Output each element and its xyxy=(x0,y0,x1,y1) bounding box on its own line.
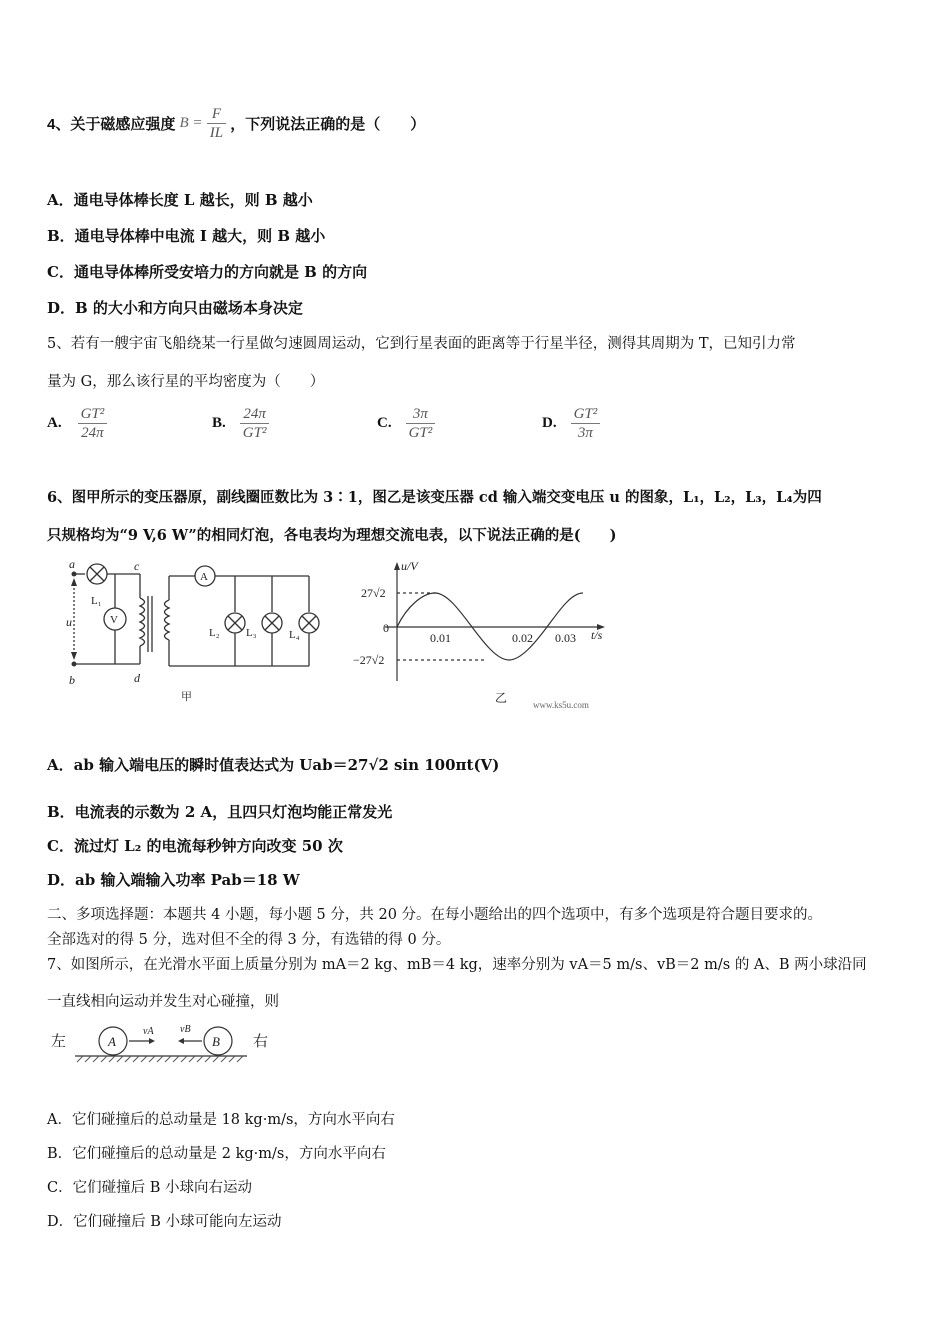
q4-formula: B = $\frac{F}{IL}$ xyxy=(180,105,227,142)
q5-option-a: A. $\frac{\text{GT²}}{24\pi}$ xyxy=(47,405,107,442)
svg-text:u/V: u/V xyxy=(401,559,418,573)
svg-text:−27√2: −27√2 xyxy=(353,653,385,667)
q6-option-b: B．电流表的示数为 2 A，且四只灯泡均能正常发光 xyxy=(47,803,393,821)
svg-text:甲: 甲 xyxy=(181,691,192,703)
svg-text:乙: 乙 xyxy=(495,691,508,705)
svg-text:www.ks5u.com: www.ks5u.com xyxy=(533,700,589,710)
tick-0-03: 0.03 xyxy=(555,631,576,645)
svg-text:vB: vB xyxy=(180,1024,191,1035)
svg-text:B: B xyxy=(212,1034,220,1049)
q5-line1: 5、若有一艘宇宙飞船绕某一行星做匀速圆周运动，它到行星表面的距离等于行星半径，测得其周期为 T，已知引力常 xyxy=(47,336,796,352)
svg-text:a: a xyxy=(69,557,75,571)
tick-0-01: 0.01 xyxy=(430,631,451,645)
q4-stem xyxy=(47,105,425,142)
section2-line1: 二、多项选择题：本题共 4 小题，每小题 5 分，共 20 分。在每小题给出的四个选项中，有多个选项是符合题目要求的。 xyxy=(47,907,823,923)
q4-option-b: B．通电导体棒中电流 I 越大，则 B 越小 xyxy=(47,227,326,245)
svg-text:u: u xyxy=(66,615,72,629)
q7-option-a: A．它们碰撞后的总动量是 18 kg·m/s，方向水平向右 xyxy=(47,1112,395,1128)
section2-line2: 全部选对的得 5 分，选对但不全的得 3 分，有选错的得 0 分。 xyxy=(47,932,451,948)
q7-line2: 一直线相向运动并发生对心碰撞，则 xyxy=(47,994,279,1010)
svg-text:右: 右 xyxy=(253,1034,269,1050)
svg-text:0: 0 xyxy=(383,621,389,635)
svg-text:27√2: 27√2 xyxy=(361,586,386,600)
q5-option-c: C. $\frac{3\pi}{\text{GT²}}$ xyxy=(377,405,435,442)
q7-option-b: B．它们碰撞后的总动量是 2 kg·m/s，方向水平向右 xyxy=(47,1146,386,1162)
svg-text:t/s: t/s xyxy=(591,628,603,642)
q6-option-a: A．ab 输入端电压的瞬时值表达式为 Uab＝27√2 sin 100πt(V) xyxy=(47,756,500,774)
q6-line2: 只规格均为“9 V,6 W”的相同灯泡，各电表均为理想交流电表，以下说法正确的是( ) xyxy=(47,527,617,544)
figure-yi-graph xyxy=(345,556,615,716)
svg-text:A: A xyxy=(108,1034,116,1049)
q7-option-c: C．它们碰撞后 B 小球向右运动 xyxy=(47,1180,252,1196)
figure-jia-circuit xyxy=(47,556,337,706)
svg-text:L₃: L₃ xyxy=(246,627,257,639)
q4-option-a: A．通电导体棒长度 L 越长，则 B 越小 xyxy=(47,191,313,209)
q6-option-d: D．ab 输入端输入功率 Pab＝18 W xyxy=(47,871,300,889)
q4-option-c: C．通电导体棒所受安培力的方向就是 B 的方向 xyxy=(47,263,368,281)
svg-text:V: V xyxy=(110,614,118,626)
q4-option-d: D．B 的大小和方向只由磁场本身决定 xyxy=(47,299,303,317)
q6-option-c: C．流过灯 L₂ 的电流每秒钟方向改变 50 次 xyxy=(47,837,343,855)
q6-line1: 6、图甲所示的变压器原，副线圈匝数比为 3∶1，图乙是该变压器 cd 输入端交变电压 u 的图象，L₁，L₂，L₃，L₄为四 xyxy=(47,489,822,506)
q4-prefix: 4、关于磁感应强度 xyxy=(47,116,176,133)
svg-text:c: c xyxy=(134,559,140,573)
q4-suffix: ，下列说法正确的是（ ） xyxy=(230,116,426,133)
q7-option-d: D．它们碰撞后 B 小球可能向左运动 xyxy=(47,1214,282,1230)
q7-line1: 7、如图所示，在光滑水平面上质量分别为 mA＝2 kg、mB＝4 kg，速率分别为 vA＝5 m/s、vB＝2 m/s 的 A、B 两小球沿同 xyxy=(47,957,867,973)
svg-text:L₂: L₂ xyxy=(209,627,220,639)
svg-text:A: A xyxy=(200,571,208,583)
q5-option-d: D. $\frac{\text{GT²}}{3\pi}$ xyxy=(542,405,600,442)
svg-text:L₄: L₄ xyxy=(289,629,300,641)
svg-text:L₁: L₁ xyxy=(91,595,102,607)
tick-0-02: 0.02 xyxy=(512,631,533,645)
q5-option-b: B. $\frac{24\pi}{\text{GT²}}$ xyxy=(212,405,269,442)
svg-text:左: 左 xyxy=(51,1034,67,1050)
q5-line2: 量为 G，那么该行星的平均密度为（ ） xyxy=(47,374,325,390)
svg-text:vA: vA xyxy=(143,1026,154,1037)
svg-text:b: b xyxy=(69,673,75,687)
figure-collision xyxy=(47,1020,287,1070)
svg-text:d: d xyxy=(134,671,140,685)
